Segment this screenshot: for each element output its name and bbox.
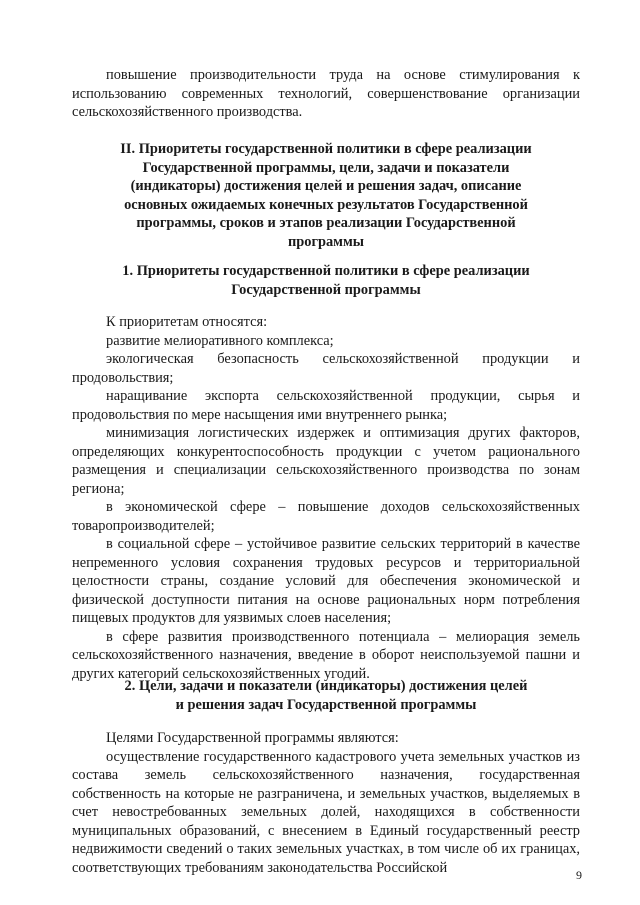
paragraph: в сфере развития производственного потенциала – мелиорация земель сельскохозяйственного назначения, введение в оборот неиспользуемой пашни и других категорий сельскохозяйственных угодий.: [72, 628, 580, 682]
paragraph: наращивание экспорта сельскохозяйственной продукции, сырья и продовольствия по мере насыщения ими внутреннего рынка;: [72, 388, 580, 423]
subsection2-heading-line: и решения задач Государственной программы: [175, 696, 477, 713]
paragraph: К приоритетам относятся:: [106, 314, 268, 330]
subsection1-body: [72, 313, 580, 683]
intro-block: [72, 66, 580, 122]
subsection1-heading: [72, 262, 580, 299]
section-heading-line: программы: [287, 233, 365, 250]
subsection2-heading-line: 2. Цели, задачи и показатели (индикаторы) достижения целей: [124, 678, 528, 694]
section-heading-line: программы, сроков и этапов реализации Государственной: [136, 215, 516, 231]
paragraph: осуществление государственного кадастрового учета земельных участков из состава земель сельскохозяйственного назначения, государственная собственность на которые не разграничена, и земельных участков, выделяемых в счет невостребованных земельных долей, находящихся в собственности муниципальных образований, с внесением в Единый государственный реестр недвижимости сведений о таких земельных участках, в том числе об их границах, соответствующих требованиям законодательства Российской: [72, 748, 580, 876]
paragraph: Целями Государственной программы являются:: [106, 730, 399, 746]
paragraph: экологическая безопасность сельскохозяйственной продукции и продовольствия;: [72, 351, 580, 386]
subsection1-heading-line: Государственной программы: [231, 281, 421, 298]
subsection1-heading-line: 1. Приоритеты государственной политики в сфере реализации: [122, 263, 530, 279]
section-heading-line: II. Приоритеты государственной политики в сфере реализации: [120, 141, 532, 157]
paragraph: минимизация логистических издержек и оптимизация других факторов, определяющих конкурентоспособность продукции с учетом рационального размещения и специализации сельскохозяйственного производства по зонам региона;: [72, 425, 580, 497]
subsection2-heading: [72, 677, 580, 714]
section-heading: [72, 140, 580, 251]
section-heading-line: основных ожидаемых конечных результатов Государственной: [124, 196, 528, 213]
subsection2-body: [72, 729, 580, 877]
paragraph: в экономической сфере – повышение доходов сельскохозяйственных товаропроизводителей;: [72, 499, 580, 534]
page-number: 9: [576, 868, 582, 882]
section-heading-line: (индикаторы) достижения целей и решения задач, описание: [130, 178, 522, 194]
paragraph: в социальной сфере – устойчивое развитие сельских территорий в качестве непременного условия сохранения трудовых ресурсов и территориальной целостности страны, создание условий для обеспечения экономической и физической доступности питания на основе рациональных норм потребления пищевых продуктов для уязвимых слоев населения;: [72, 536, 580, 626]
paragraph: развитие мелиоративного комплекса;: [106, 332, 334, 349]
intro-paragraph: повышение производительности труда на основе стимулирования к использованию современных технологий, совершенствование организации сельскохозяйственного производства.: [72, 67, 580, 120]
section-heading-line: Государственной программы, цели, задачи и показатели: [142, 159, 510, 176]
